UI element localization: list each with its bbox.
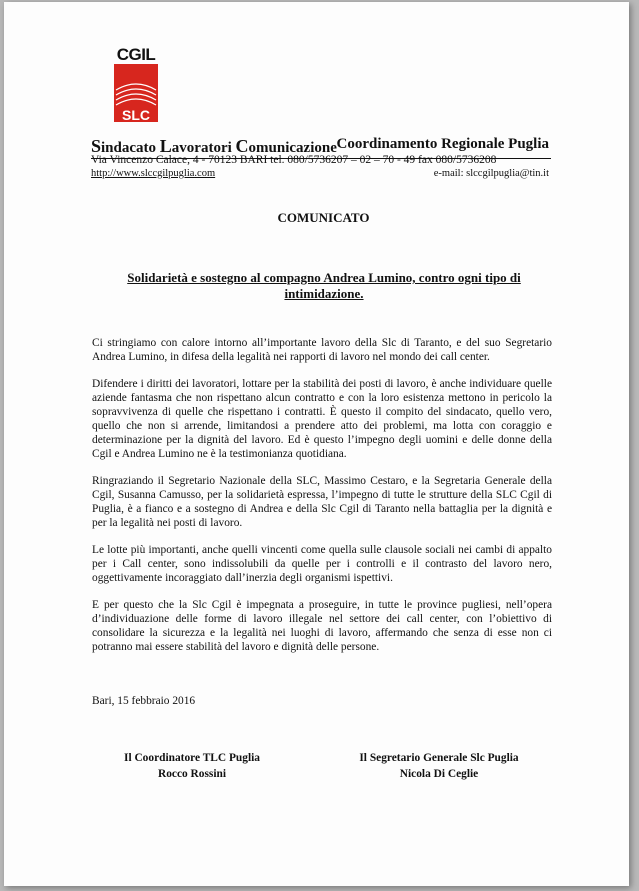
body-paragraph: Ringraziando il Segretario Nazionale della SLC, Massimo Cestaro, e la Segretaria Generale della Cgil, Susanna Camusso, per la solidarietà espressa, l’impegno di tutte le strutture della SLC Cgil di Puglia, è a fianco e a sostegno di Andrea e della Slc Cgil di Taranto nella battaglia per la dignità e per la legalità nei posti di lavoro.	[92, 475, 552, 529]
signature-coordinator	[112, 750, 272, 782]
coordination-title: Coordinamento Regionale Puglia	[336, 136, 549, 152]
org-name: Sindacato Lavoratori Comunicazione	[91, 136, 337, 156]
email-address: e-mail: slccgilpuglia@tin.it	[433, 168, 549, 179]
body-paragraph: Difendere i diritti dei lavoratori, lottare per la stabilità dei posti di lavoro, è anche individuare quelle aziende fantasma che non rispettano alcun contratto e con la loro esistenza mettono in pericolo la sopravvivenza di quelle che rispettano i contratti. È questo il compito del sindacato, quello vero, quello che non si arrende, limitandosi a prendere atto dei problemi, ma lotta con coraggio e determinazione per la dignità del lavoro. Ed è questo l’impegno degli uomini e delle donne della Cgil e Andrea Lumino ne è la testimonianza quotidiana.	[92, 378, 552, 460]
logo-cgil-text: CGIL	[116, 45, 156, 64]
website-link[interactable]: http://www.slccgilpuglia.com	[91, 168, 216, 179]
signature-name: Nicola Di Ceglie	[399, 768, 479, 780]
letterhead-address: Via Vincenzo Calace, 4 - 70123 BARI tel. 080/5736207 – 02 – 70 - 49 fax 080/5736208	[91, 154, 497, 166]
document-subject: Solidarietà e sostegno al compagno Andrea Lumino, contro ogni tipo di intimidazione.	[127, 270, 521, 301]
body-paragraph: Ci stringiamo con calore intorno all’importante lavoro della Slc di Taranto, e del suo Segretario Andrea Lumino, in difesa della legalità nei rapporti di lavoro nel mondo dei call center.	[92, 337, 552, 363]
signature-role: Il Coordinatore TLC Puglia	[124, 752, 260, 764]
letterhead-contacts	[91, 168, 551, 179]
document-date: Bari, 15 febbraio 2016	[92, 695, 196, 707]
document-page	[4, 2, 629, 886]
logo-slc-text: SLC	[122, 107, 150, 122]
signature-name: Rocco Rossini	[157, 768, 227, 780]
document-heading: COMUNICATO	[277, 210, 370, 225]
signature-role: Il Segretario Generale Slc Puglia	[359, 752, 519, 764]
cgil-slc-logo	[114, 46, 158, 124]
signature-secretary	[344, 750, 534, 782]
body-paragraph: Le lotte più importanti, anche quelli vincenti come quella sulle clausole sociali nei cambi di appalto per i Call center, sono indissolubili da quelle per i controlli e il contrasto del lavoro nero, oggettivamente incoraggiato dall’inerzia degli organismi ispettivi.	[92, 544, 552, 584]
logo-slc-mark	[114, 64, 158, 122]
document-body	[92, 336, 552, 667]
body-paragraph: E per questo che la Slc Cgil è impegnata a proseguire, in tutte le province pugliesi, nell’opera d’individuazione delle forme di lavoro illegale nel settore dei call center, con l’obiettivo di consolidare la sicurezza e la legalità nei luoghi di lavoro, affermando che senza di esse non ci potranno mai essere stabilità del lavoro e dignità delle persone.	[92, 599, 552, 653]
